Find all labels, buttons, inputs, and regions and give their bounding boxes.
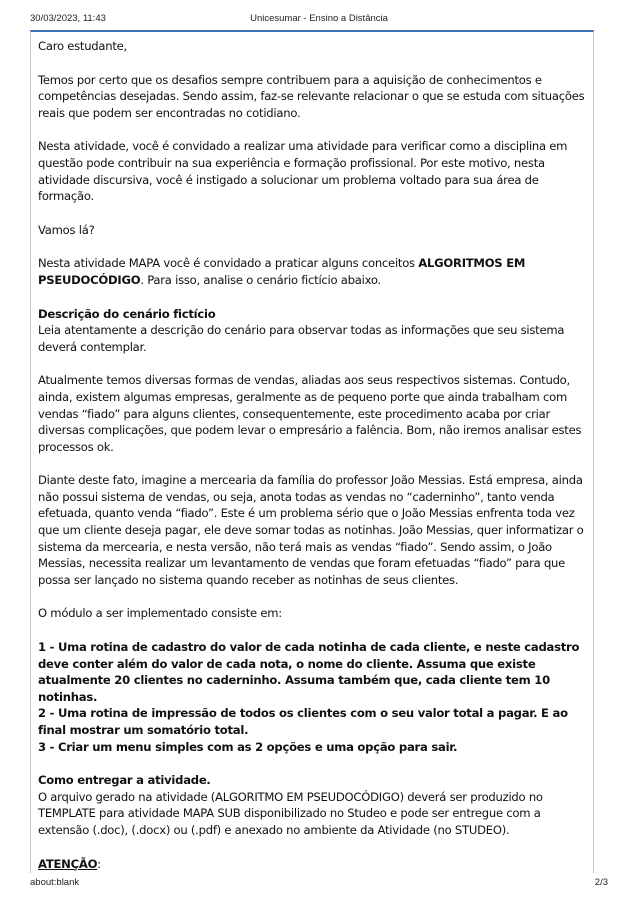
scenario-instruction: Leia atentamente a descrição do cenário para observar todas as informações que seu sistema deverá contemplar. [38,323,565,354]
delivery-text: O arquivo gerado na atividade (ALGORITMO EM PSEUDOCÓDIGO) deverá ser produzido no TEMPLATE para atividade MAPA SUB disponibilizado no Studeo e pode ser entregue com a extensão (.doc), (.docx) ou (.pdf) e anexado no ambiente da Atividade (no STUDEO). [38,789,543,837]
scenario-description [38,306,587,356]
intro-paragraph: Temos por certo que os desafios sempre contribuem para a aquisição de conhecimentos e competências desejadas. Sendo assim, faz-se relevante relacionar o que se estuda com situações reais que podem ser encontradas no cotidiano. [38,72,585,120]
attention-colon: : [97,856,101,871]
scenario-title: Descrição do cenário fictício [38,306,216,321]
print-url: about:blank [30,877,80,888]
module-intro: O módulo a ser implementado consiste em: [38,606,282,621]
vamos-paragraph: Vamos lá? [38,222,95,237]
attention-section [38,856,587,873]
activity-paragraph: Nesta atividade, você é convidado a realizar uma atividade para verificar como a disciplina em questão pode contribuir na sua experiência e formação profissional. Por este motivo, nesta atividade discursiva, você é instigado a solucionar um problema voltado para sua área de formação. [38,139,568,204]
print-page-number: 2/3 [594,877,608,888]
mapa-paragraph [38,255,587,288]
mapa-suffix: . Para isso, analise o cenário fictício abaixo. [140,272,381,287]
attention-title: ATENÇÃO [38,856,98,871]
mapa-topic: ALGORITMOS EM PSEUDOCÓDIGO [38,256,526,287]
requirement-2: 2 - Uma rotina de impressão de todos os clientes com o seu valor total a pagar. E ao final mostrar um somatório total. [38,706,568,737]
requirement-1: 1 - Uma rotina de cadastro do valor de cada notinha de cada cliente, e neste cadastro deve conter além do valor de cada nota, o nome do cliente. Assuma que existe atualmente 20 clientes no caderninho. Assuma também que, cada cliente tem 10 notinhas. [38,640,580,704]
print-header [0,13,638,27]
requirements [38,639,587,755]
mapa-prefix: Nesta atividade MAPA você é convidado a praticar alguns conceitos [38,256,419,271]
delivery-section [38,772,587,838]
delivery-title: Como entregar a atividade. [38,773,211,788]
print-footer [0,877,638,891]
scenario-paragraph-2: Diante deste fato, imagine a mercearia da família do professor João Messias. Está empresa, ainda não possui sistema de vendas, ou seja, anota todas as vendas no “caderninho”, tanto venda efetuada, quanto venda “fiado”. Este é um problema sério que o João Messias enfrenta toda vez que um cliente deseja pagar, ele deve somar todas as notinhas. João Messias, quer informatizar o sistema da mercearia, e nesta versão, não terá mais as vendas “fiado”. Sendo assim, o João Messias, necessita realizar um levantamento de vendas que foram efetuadas “fiado” para que possa ser lançado no sistema quando receber as notinhas de seus clientes. [38,473,584,587]
print-datetime: 30/03/2023, 11:43 [30,13,106,24]
scenario-paragraph-1: Atualmente temos diversas formas de vendas, aliadas aos seus respectivos sistemas. Contudo, ainda, existem algumas empresas, geralmente as de pequeno porte que ainda trabalham com vendas “fiado” para alguns clientes, consequentemente, este procedimento acaba por criar diversas complicações, que podem levar o empresário a falência. Bom, não iremos analisar estes processos ok. [38,373,582,454]
greeting: Caro estudante, [38,39,127,53]
print-page-title: Unicesumar - Ensino a Distância [250,13,388,24]
requirement-3: 3 - Criar um menu simples com as 2 opções e uma opção para sair. [38,739,458,754]
activity-content [30,30,594,873]
